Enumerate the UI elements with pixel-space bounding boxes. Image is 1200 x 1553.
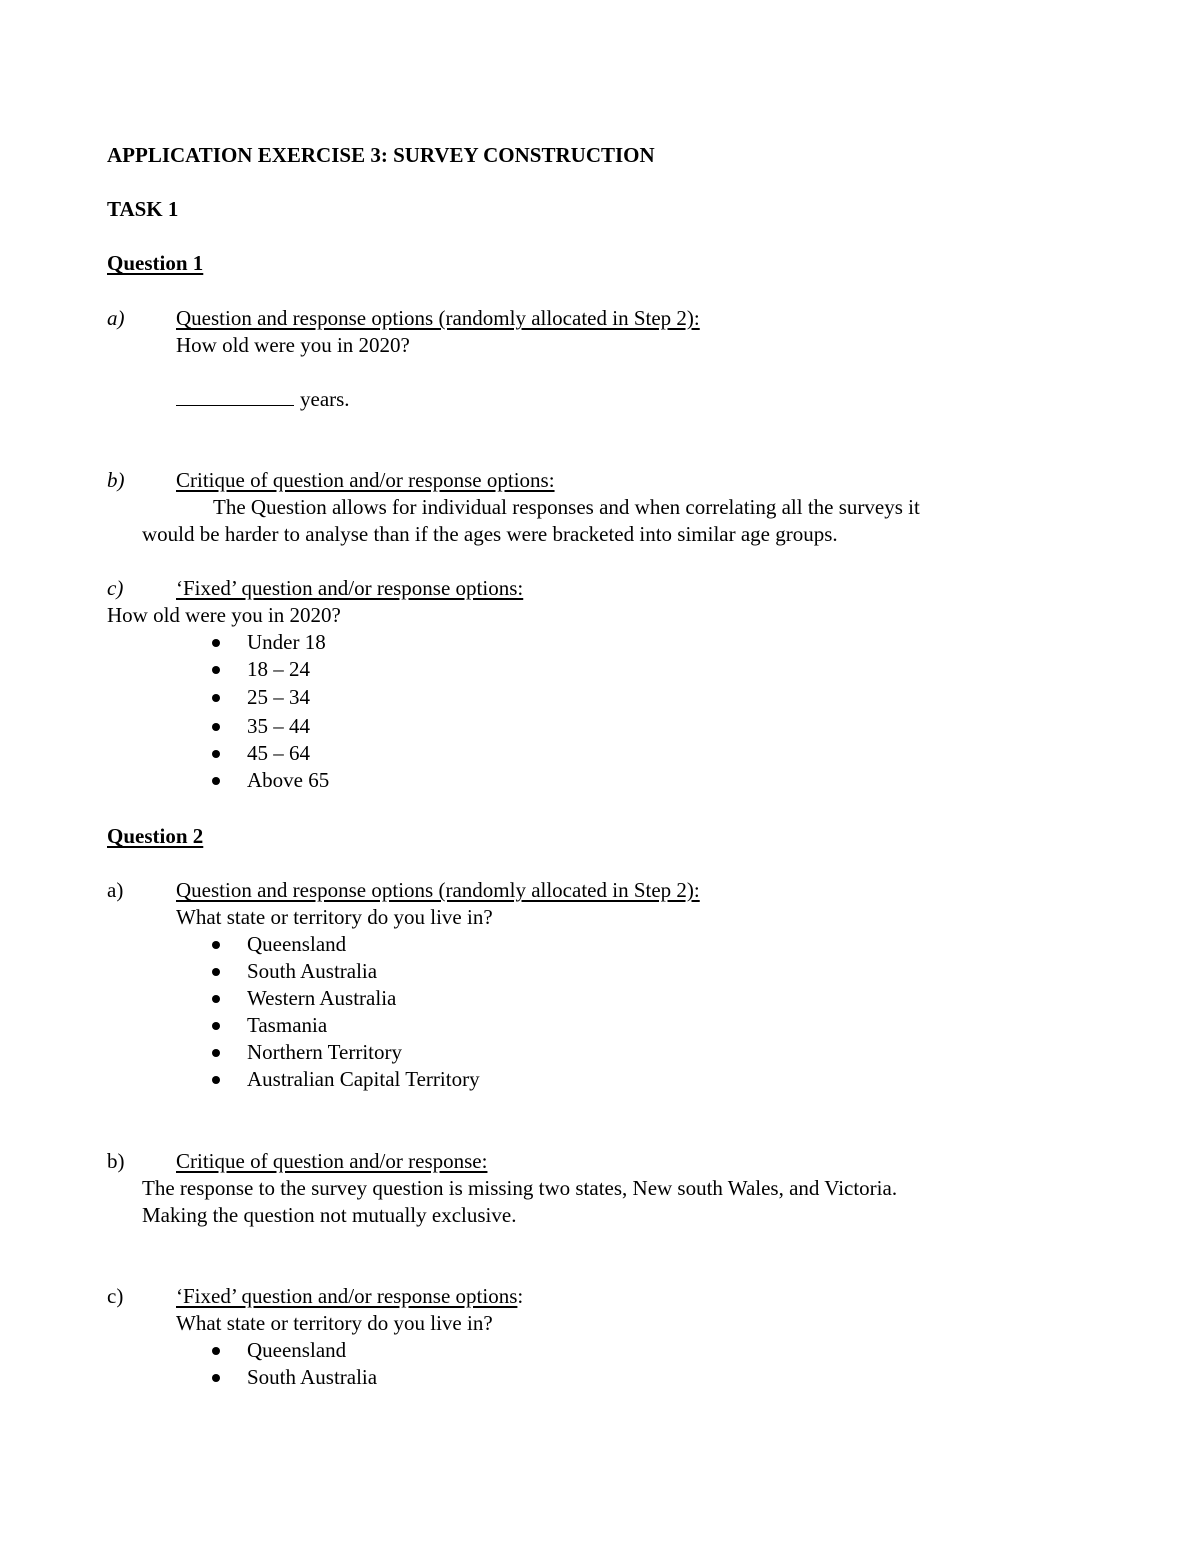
answer-blank-line xyxy=(176,387,294,406)
q2-c-option: Queensland xyxy=(247,1338,347,1362)
bullet-icon xyxy=(212,777,220,785)
q1-a-heading: Question and response options (randomly allocated in Step 2): xyxy=(176,306,700,330)
q2-a-option: Western Australia xyxy=(247,986,397,1010)
q2-b-heading: Critique of question and/or response: xyxy=(176,1149,488,1173)
q1-c-option: 45 – 64 xyxy=(247,741,310,765)
q2-c-option: South Australia xyxy=(247,1365,378,1389)
q1-b-label: b) xyxy=(107,468,125,492)
q2-c-heading xyxy=(176,1283,523,1310)
q1-b-critique-line-2: would be harder to analyse than if the ages were bracketed into similar age groups. xyxy=(142,522,838,546)
bullet-icon xyxy=(212,1347,220,1355)
q1-a-answer xyxy=(176,386,350,413)
q2-a-option: Queensland xyxy=(247,932,347,956)
q1-a-answer-suffix: years. xyxy=(300,387,350,411)
q1-b-critique-line-1: The Question allows for individual responses and when correlating all the surveys it xyxy=(213,495,920,519)
bullet-icon xyxy=(212,968,220,976)
q1-c-option: 18 – 24 xyxy=(247,657,310,681)
bullet-icon xyxy=(212,941,220,949)
bullet-icon xyxy=(212,995,220,1003)
q1-b-heading: Critique of question and/or response options: xyxy=(176,468,555,492)
q2-c-label: c) xyxy=(107,1284,124,1308)
question-1-heading: Question 1 xyxy=(107,251,204,275)
bullet-icon xyxy=(212,1374,220,1382)
q2-c-heading-colon: : xyxy=(517,1284,524,1308)
bullet-icon xyxy=(212,1076,220,1084)
q1-a-question: How old were you in 2020? xyxy=(176,333,410,357)
q1-c-option: Under 18 xyxy=(247,630,326,654)
q1-c-option: Above 65 xyxy=(247,768,330,792)
q1-c-label: c) xyxy=(107,576,124,600)
q1-c-option: 25 – 34 xyxy=(247,685,310,709)
bullet-icon xyxy=(212,639,220,647)
q1-a-label: a) xyxy=(107,306,125,330)
bullet-icon xyxy=(212,723,220,731)
q2-a-option: Northern Territory xyxy=(247,1040,403,1064)
q1-c-option: 35 – 44 xyxy=(247,714,310,738)
bullet-icon xyxy=(212,1022,220,1030)
task-heading: TASK 1 xyxy=(107,197,179,221)
q2-b-critique-line-1: The response to the survey question is missing two states, New south Wales, and Victoria. xyxy=(142,1176,898,1200)
q2-a-label: a) xyxy=(107,878,124,902)
q2-b-critique-line-2: Making the question not mutually exclusive. xyxy=(142,1203,517,1227)
bullet-icon xyxy=(212,1049,220,1057)
q2-a-question: What state or territory do you live in? xyxy=(176,905,493,929)
q2-c-question: What state or territory do you live in? xyxy=(176,1311,493,1335)
q2-b-label: b) xyxy=(107,1149,125,1173)
q2-c-heading-text: ‘Fixed’ question and/or response options xyxy=(176,1284,518,1308)
q2-a-heading: Question and response options (randomly allocated in Step 2): xyxy=(176,878,700,902)
q2-a-option: Australian Capital Territory xyxy=(247,1067,480,1091)
q1-c-heading: ‘Fixed’ question and/or response options: xyxy=(176,576,524,600)
bullet-icon xyxy=(212,750,220,758)
bullet-icon xyxy=(212,666,220,674)
bullet-icon xyxy=(212,694,220,702)
q1-c-question: How old were you in 2020? xyxy=(107,603,341,627)
q2-a-option: Tasmania xyxy=(247,1013,328,1037)
q2-a-option: South Australia xyxy=(247,959,378,983)
document-title: APPLICATION EXERCISE 3: SURVEY CONSTRUCTION xyxy=(107,143,655,167)
question-2-heading: Question 2 xyxy=(107,824,204,848)
